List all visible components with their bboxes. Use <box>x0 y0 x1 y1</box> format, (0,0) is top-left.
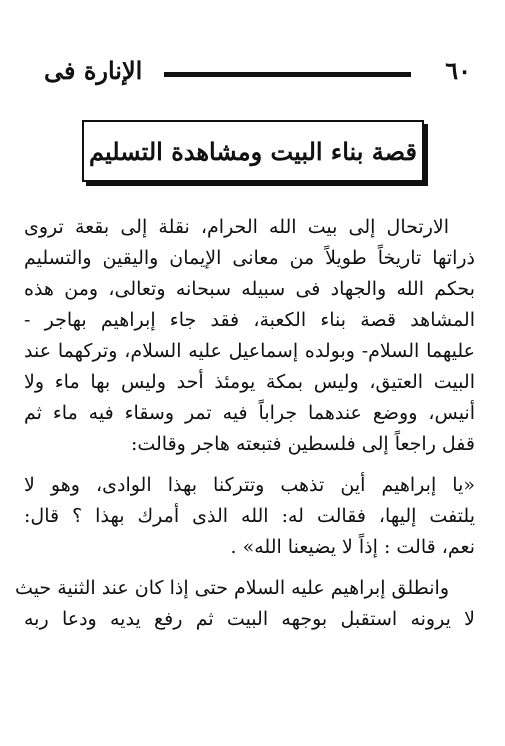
text-line: لا يرونه استقبل بوجهه البيت ثم رفع يديه ودعا ربه <box>24 608 475 630</box>
text-line: الارتحال إلى بيت الله الحرام، نقلة إلى بقعة تروى <box>24 216 449 238</box>
chapter-title: قصة بناء البيت ومشاهدة التسليم <box>89 136 417 166</box>
chapter-title-box <box>82 120 424 182</box>
body-text <box>15 212 475 635</box>
paragraph-2 <box>24 470 475 563</box>
text-line: البيت العتيق، وليس بمكة يومئذ أحد وليس بها ماء ولا <box>24 371 475 393</box>
running-title: الإنارة فى <box>44 56 143 85</box>
text-line: أنيس، ووضع عندهما جراباً فيه تمر وسقاء فيه ماء ثم <box>24 402 475 424</box>
text-line: «يا إبراهيم أين تذهب وتتركنا بهذا الوادى، وهو لا <box>24 474 475 496</box>
paragraph-3 <box>15 573 475 635</box>
text-line: نعم، قالت : إذاً لا يضيعنا الله» . <box>230 536 475 558</box>
text-line: قفل راجعاً إلى فلسطين فتبعته هاجر وقالت: <box>130 433 475 455</box>
text-line: بحكم الله والجهاد فى سبيله سبحانه وتعالى، ومن هذه <box>24 278 475 300</box>
text-line: عليهما السلام- وبولده إسماعيل عليه السلام، وتركهما عند <box>24 340 475 362</box>
page-header <box>24 56 481 92</box>
header-rule <box>164 72 411 77</box>
text-line: المشاهد قصة بناء الكعبة، فقد جاء إبراهيم بهاجر - <box>24 309 475 331</box>
paragraph-1 <box>24 212 475 460</box>
text-line: وانطلق إبراهيم عليه السلام حتى إذا كان عند الثنية حيث <box>15 577 449 599</box>
text-line: ذراتها تاريخاً طويلاً من معانى الإيمان واليقين والتسليم <box>24 247 475 269</box>
text-line: يلتفت إليها، فقالت له: الله الذى أمرك بهذا ؟ قال: <box>24 505 475 527</box>
page-number: ٦٠ <box>445 56 471 85</box>
